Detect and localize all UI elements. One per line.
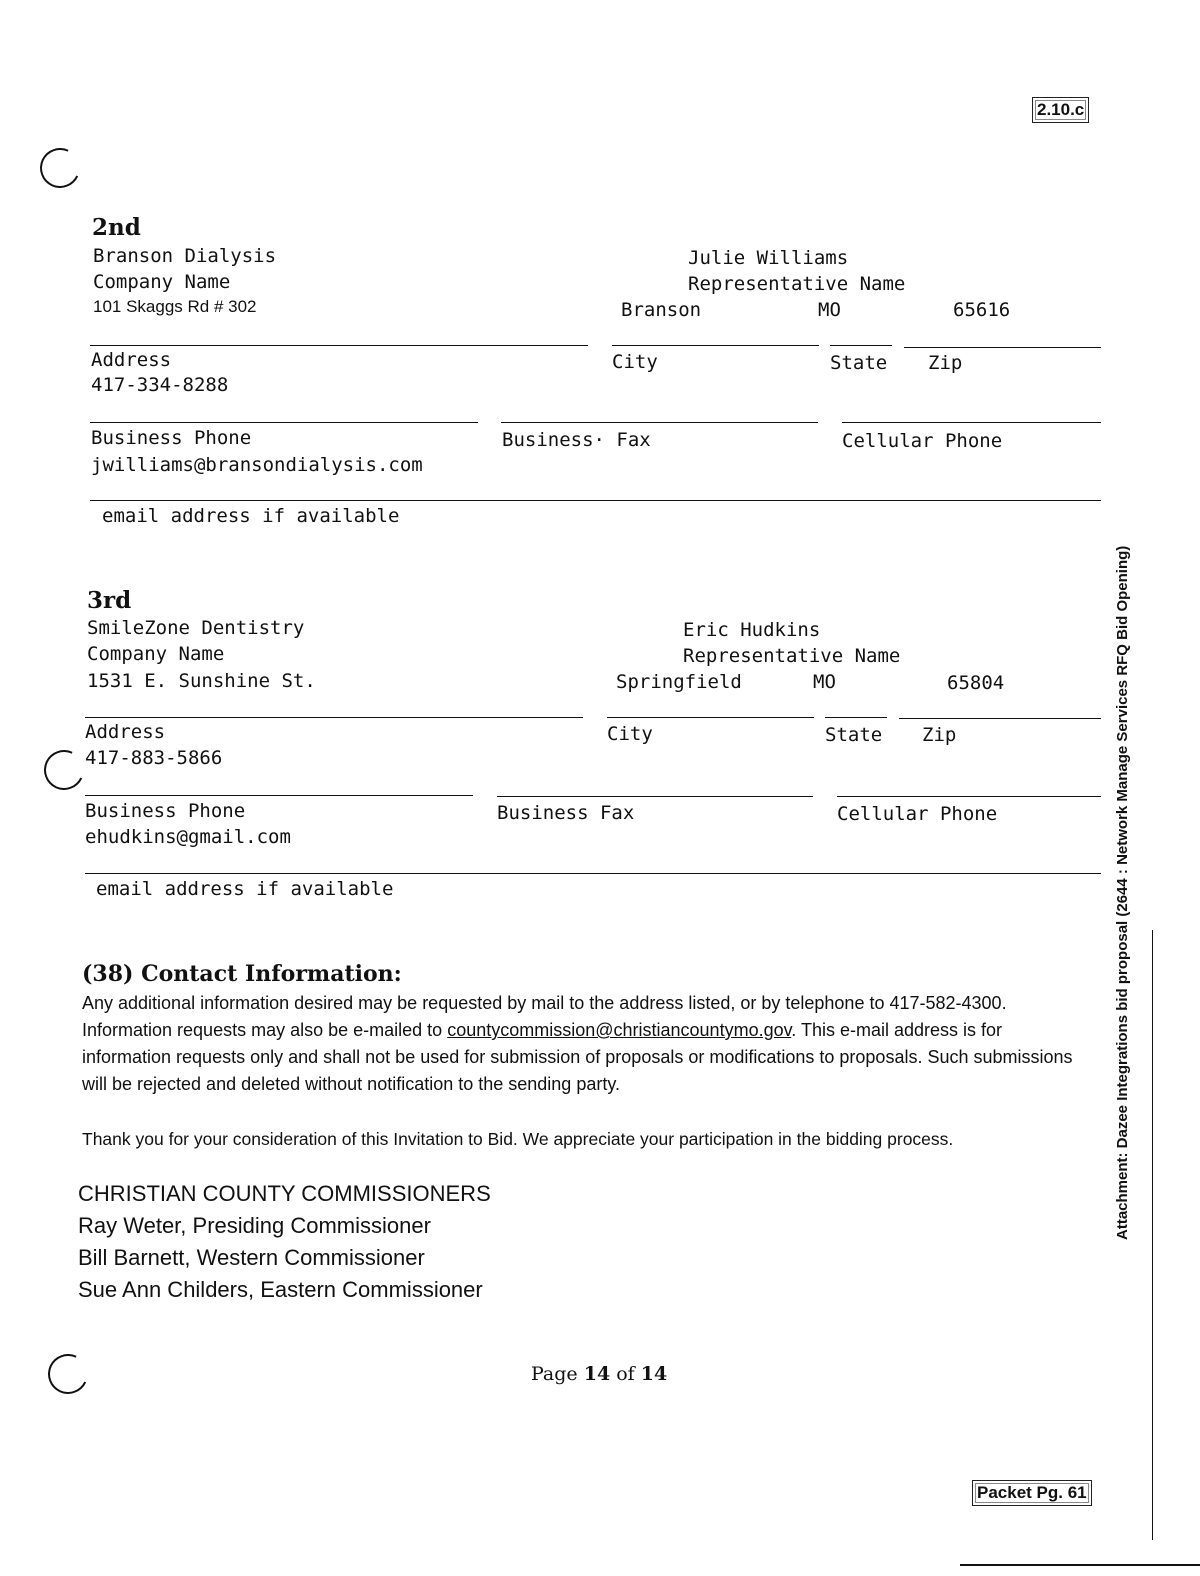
page-number: Page 14 of 14 [531,1363,668,1385]
state-label: State [830,352,888,374]
business-fax-line [497,796,813,797]
email-value: ehudkins@gmail.com [85,826,291,848]
signatory-line: Ray Weter, Presiding Commissioner [78,1213,431,1238]
address-value: 1531 E. Sunshine St. [87,670,316,692]
cellular-phone-label: Cellular Phone [837,803,998,825]
zip-label: Zip [922,724,957,746]
business-fax-label: Business· Fax [502,429,651,451]
zip-value: 65616 [953,299,1011,321]
punch-hole [38,744,89,795]
cellular-phone-line [837,796,1101,797]
city-line [612,345,819,346]
city-line [607,717,814,718]
business-fax-line [501,422,818,423]
email-line [90,500,1101,501]
company-name-value: Branson Dialysis [93,245,277,267]
punch-hole [34,142,85,193]
business-phone-value: 417-334-8288 [91,374,229,396]
item-tag: 2.10.c [1032,97,1089,123]
contact-text: . This e-mail address is for information requests only and shall not be used for submission of proposals or modifications to proposals. Such submissions will be rejected and deleted without notification to the sending party. [82,1020,1073,1094]
signatory-line: Bill Barnett, Western Commissioner [78,1245,425,1270]
cellular-phone-line [842,422,1101,423]
zip-line [904,347,1101,348]
company-name-label: Company Name [87,643,225,665]
bottom-rule [960,1564,1200,1566]
address-line [85,717,583,718]
state-line [830,345,892,346]
reference-rank: 3rd [87,587,132,614]
margin-rule [1152,930,1153,1540]
business-phone-line [90,422,478,423]
city-label: City [612,351,658,373]
email-label: email address if available [96,878,394,900]
address-line [90,345,588,346]
company-name-value: SmileZone Dentistry [87,617,305,639]
packet-page-tag: Packet Pg. 61 [972,1480,1092,1506]
business-phone-value: 417-883-5866 [85,747,223,769]
city-label: City [607,723,653,745]
city-value: Branson [621,299,702,321]
business-phone-label: Business Phone [85,800,246,822]
email-line [85,873,1101,874]
zip-line [899,718,1101,719]
representative-value: Julie Williams [688,247,849,269]
cellular-phone-label: Cellular Phone [842,430,1003,452]
address-label: Address [85,721,166,743]
business-phone-label: Business Phone [91,427,252,449]
address-value: 101 Skaggs Rd # 302 [93,297,257,316]
representative-label: Representative Name [683,645,901,667]
state-line [825,717,887,718]
contact-paragraph [82,990,1092,1098]
city-value: Springfield [616,671,742,693]
attachment-side-note: Attachment: Dazee Integrations bid proposal (2644 : Network Manage Services RFQ Bid Opening) [1114,545,1131,1240]
representative-label: Representative Name [688,273,906,295]
state-label: State [825,724,883,746]
contact-text: Any additional information desired may be requested by mail to the address listed, or by telephone to 417-582-4300. Information requests may also be e-mailed to [82,993,1007,1040]
signatory-line: Sue Ann Childers, Eastern Commissioner [78,1277,483,1302]
business-phone-line [85,795,473,796]
signatory-title: CHRISTIAN COUNTY COMMISSIONERS [78,1181,491,1206]
state-value: MO [813,671,836,693]
zip-value: 65804 [947,672,1005,694]
thank-you-paragraph: Thank you for your consideration of this Invitation to Bid. We appreciate your participation in the bidding process. [82,1129,954,1149]
contact-heading: (38) Contact Information: [82,961,402,987]
company-name-label: Company Name [93,271,231,293]
address-label: Address [91,349,172,371]
county-email-link[interactable]: countycommission@christiancountymo.gov [447,1020,792,1040]
business-fax-label: Business Fax [497,802,635,824]
representative-value: Eric Hudkins [683,619,821,641]
state-value: MO [818,299,841,321]
zip-label: Zip [928,352,963,374]
punch-hole [42,1348,93,1399]
reference-rank: 2nd [92,214,141,241]
email-label: email address if available [102,505,400,527]
email-value: jwilliams@bransondialysis.com [91,454,423,476]
